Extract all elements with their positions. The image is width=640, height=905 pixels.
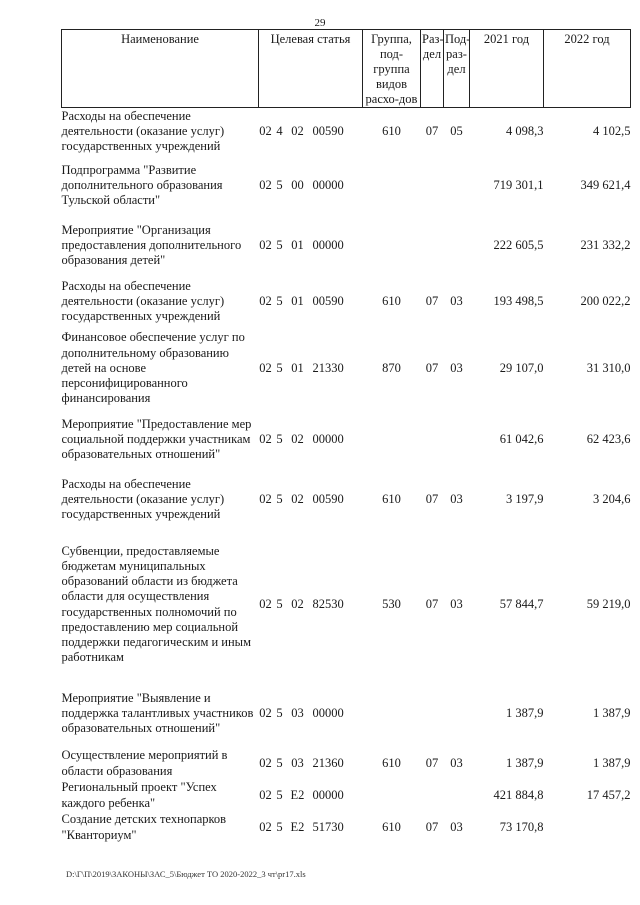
code-direction: 00590	[312, 491, 344, 506]
code-event: 01	[291, 360, 304, 375]
row-subsection	[444, 780, 470, 812]
code-event: 02	[291, 491, 304, 506]
code-event: 03	[291, 705, 304, 720]
code-subprogram: 4	[276, 124, 283, 139]
row-target-code	[259, 780, 363, 812]
row-name: Субвенции, предоставляемые бюджетам муниципальных образований области из бюджета области для осуществления государственных полномочий по предоставлению мер социальной поддержки педагогическим и иным работникам	[61, 543, 251, 665]
code-direction: 51730	[312, 819, 344, 834]
table-row	[62, 216, 631, 276]
row-2022: 31 310,0	[586, 360, 631, 375]
row-subsection	[444, 216, 470, 276]
row-subsection	[444, 680, 470, 748]
code-program: 02	[259, 237, 272, 252]
row-2021: 719 301,1	[493, 177, 544, 192]
header-group: Группа, под-группа видов расхо-дов	[363, 30, 421, 108]
row-target-code	[259, 748, 363, 780]
row-group: 610	[382, 819, 401, 834]
code-event: 01	[291, 237, 304, 252]
row-section: 07	[425, 293, 439, 308]
header-2021: 2021 год	[470, 30, 544, 108]
row-group: 610	[382, 124, 401, 139]
row-2022: 3 204,6	[593, 491, 631, 506]
table-row	[62, 530, 631, 680]
code-program: 02	[259, 431, 272, 446]
code-event: 02	[291, 124, 304, 139]
code-subprogram: 5	[276, 819, 283, 834]
code-direction: 00000	[312, 787, 344, 802]
row-name: Расходы на обеспечение деятельности (оказание услуг) государственных учреждений	[61, 278, 225, 324]
table-row	[62, 156, 631, 216]
row-subsection: 03	[450, 491, 463, 506]
code-subprogram: 5	[276, 787, 283, 802]
row-name: Осуществление мероприятий в области образования	[61, 748, 228, 778]
code-program: 02	[259, 755, 272, 770]
row-name: Мероприятие "Организация предоставления дополнительного образования детей"	[61, 222, 242, 268]
budget-table	[61, 29, 631, 844]
row-2022	[544, 812, 631, 844]
row-group: 870	[382, 360, 401, 375]
row-section: 07	[425, 755, 439, 770]
table-row	[62, 410, 631, 470]
code-subprogram: 5	[276, 755, 283, 770]
row-2021: 3 197,9	[506, 491, 544, 506]
table-row	[62, 470, 631, 530]
row-2022: 59 219,0	[586, 596, 631, 611]
code-direction: 00000	[312, 431, 344, 446]
row-section	[421, 156, 444, 216]
footer-file-path: D:\Г\П\2019\ЗАКОНЫ\ЗАС_5\Бюджет ТО 2020-2022_3 чт\pr17.xls	[66, 869, 306, 879]
row-name: Региональный проект "Успех каждого ребенка"	[61, 780, 217, 810]
row-group	[363, 780, 421, 812]
code-direction: 00590	[312, 293, 344, 308]
row-section: 07	[425, 819, 439, 834]
row-name: Мероприятие "Выявление и поддержка талантливых участников образовательных отношений"	[61, 690, 254, 736]
row-subsection: 03	[450, 360, 463, 375]
row-subsection	[444, 156, 470, 216]
row-name: Финансовое обеспечение услуг по дополнительному образованию детей на основе персонифицированного финансирования	[61, 330, 245, 406]
row-section	[421, 680, 444, 748]
row-name: Создание детских технопарков "Кванториум"	[61, 812, 227, 842]
row-subsection: 03	[450, 293, 463, 308]
row-group: 610	[382, 293, 401, 308]
code-direction: 00000	[312, 705, 344, 720]
row-2021: 421 884,8	[493, 787, 544, 802]
header-name: Наименование	[62, 30, 259, 108]
row-2021: 29 107,0	[499, 360, 544, 375]
row-group	[363, 216, 421, 276]
row-2022: 1 387,9	[593, 705, 631, 720]
code-subprogram: 5	[276, 491, 283, 506]
row-group: 610	[382, 491, 401, 506]
row-2022: 62 423,6	[586, 431, 631, 446]
row-name: Подпрограмма "Развитие дополнительного образования Тульской области"	[61, 162, 223, 208]
row-2022: 1 387,9	[593, 755, 631, 770]
code-event: 01	[291, 293, 304, 308]
row-subsection: 05	[450, 124, 463, 139]
code-subprogram: 5	[276, 293, 283, 308]
code-event: E2	[290, 787, 305, 802]
row-subsection: 03	[450, 755, 463, 770]
code-event: 00	[291, 177, 304, 192]
row-target-code	[259, 530, 363, 680]
row-subsection: 03	[450, 596, 463, 611]
row-name: Расходы на обеспечение деятельности (оказание услуг) государственных учреждений	[61, 108, 225, 154]
header-section: Раз-дел	[421, 30, 444, 108]
row-name: Расходы на обеспечение деятельности (оказание услуг) государственных учреждений	[61, 476, 225, 522]
row-2021: 4 098,3	[506, 124, 544, 139]
row-subsection: 03	[450, 819, 463, 834]
row-group: 530	[382, 596, 401, 611]
code-subprogram: 5	[276, 705, 283, 720]
code-program: 02	[259, 293, 272, 308]
row-2021: 222 605,5	[493, 237, 544, 252]
code-direction: 00000	[312, 177, 344, 192]
table-row	[62, 108, 631, 156]
row-target-code	[259, 328, 363, 410]
table-row	[62, 328, 631, 410]
row-target-code	[259, 680, 363, 748]
table-row	[62, 276, 631, 328]
row-group	[363, 156, 421, 216]
row-2021: 1 387,9	[506, 705, 544, 720]
code-direction: 21330	[312, 360, 344, 375]
table-row	[62, 680, 631, 748]
row-2022: 231 332,2	[580, 237, 631, 252]
code-event: 02	[291, 596, 304, 611]
table-row	[62, 812, 631, 844]
row-group	[363, 410, 421, 470]
code-subprogram: 5	[276, 431, 283, 446]
row-2021: 1 387,9	[506, 755, 544, 770]
code-program: 02	[259, 177, 272, 192]
row-target-code	[259, 410, 363, 470]
code-program: 02	[259, 787, 272, 802]
row-2022: 200 022,2	[580, 293, 631, 308]
header-subsection: Под-раз-дел	[444, 30, 470, 108]
row-section	[421, 780, 444, 812]
row-target-code	[259, 156, 363, 216]
row-2021: 61 042,6	[499, 431, 544, 446]
code-subprogram: 5	[276, 360, 283, 375]
code-program: 02	[259, 360, 272, 375]
row-section	[421, 410, 444, 470]
row-2021: 193 498,5	[493, 293, 544, 308]
code-event: 03	[291, 755, 304, 770]
code-direction: 82530	[312, 596, 344, 611]
row-group	[363, 680, 421, 748]
code-subprogram: 5	[276, 237, 283, 252]
row-section: 07	[425, 360, 439, 375]
row-name: Мероприятие "Предоставление мер социальной поддержки участникам образовательных отношений"	[61, 416, 252, 462]
row-target-code	[259, 812, 363, 844]
code-event: 02	[291, 431, 304, 446]
row-2021: 57 844,7	[499, 596, 544, 611]
code-program: 02	[259, 491, 272, 506]
row-2022: 17 457,2	[586, 787, 631, 802]
code-direction: 00000	[312, 237, 344, 252]
row-target-code	[259, 108, 363, 156]
table-header-row	[62, 30, 631, 108]
code-subprogram: 5	[276, 596, 283, 611]
row-section	[421, 216, 444, 276]
table-row	[62, 780, 631, 812]
page-number: 29	[314, 17, 326, 29]
row-subsection	[444, 410, 470, 470]
code-direction: 00590	[312, 124, 344, 139]
header-2022: 2022 год	[544, 30, 631, 108]
code-program: 02	[259, 124, 272, 139]
row-target-code	[259, 216, 363, 276]
code-event: E2	[290, 819, 305, 834]
code-direction: 21360	[312, 755, 344, 770]
row-section: 07	[425, 124, 439, 139]
row-section: 07	[425, 596, 439, 611]
header-target: Целевая статья	[259, 30, 363, 108]
code-program: 02	[259, 705, 272, 720]
table-row	[62, 748, 631, 780]
row-section: 07	[425, 491, 439, 506]
code-program: 02	[259, 819, 272, 834]
row-group: 610	[382, 755, 401, 770]
code-subprogram: 5	[276, 177, 283, 192]
row-2022: 4 102,5	[593, 124, 631, 139]
row-target-code	[259, 470, 363, 530]
row-target-code	[259, 276, 363, 328]
row-2021: 73 170,8	[499, 819, 544, 834]
code-program: 02	[259, 596, 272, 611]
row-2022: 349 621,4	[580, 177, 631, 192]
